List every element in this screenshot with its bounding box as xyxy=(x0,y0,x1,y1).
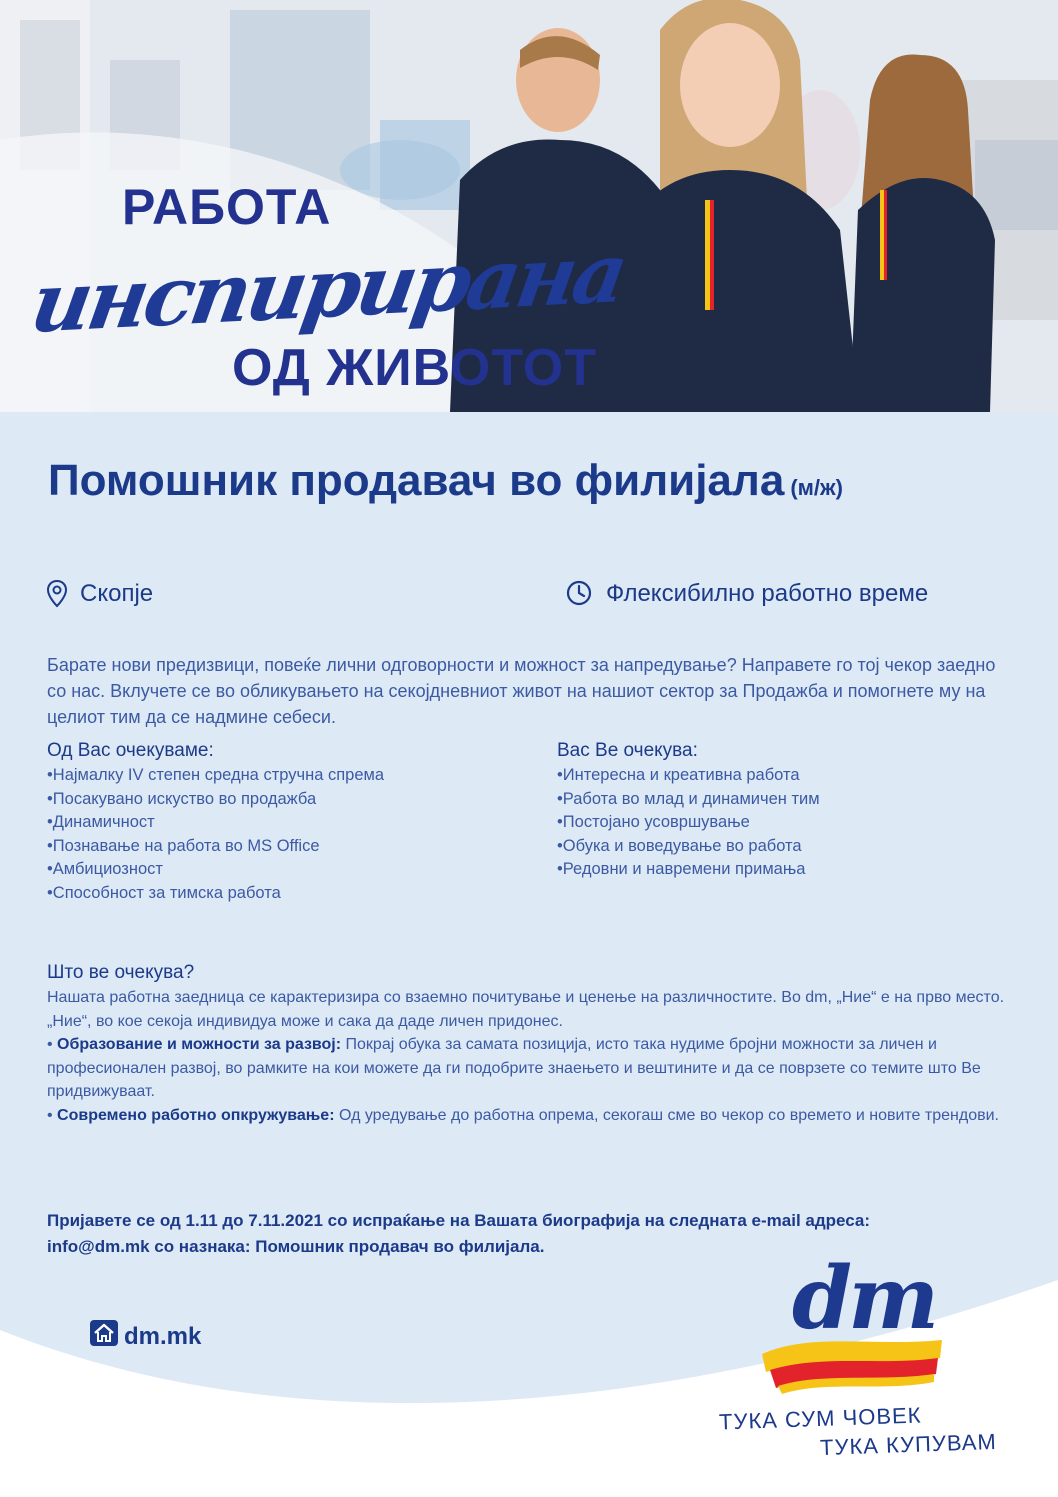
intro-paragraph: Барате нови предизвици, повеќе лични одговорности и можност за напредување? Направете го тој чекор заедно со нас. Вклучете се во обликувањето на секојдневниот живот на нашиот сектор за Продажба и помогнете му на целиот тим да се надмине себеси. xyxy=(47,655,996,727)
tagline-line2: ТУКА КУПУВАМ xyxy=(819,1428,998,1461)
education-text: Покрај обука за самата позиција, исто така нудиме бројни можности за личен и професионален развој, во рамките на кои можете да ги подобрите знаењето и вештините и да се поврзете со темите што Ве придвижуваат. xyxy=(47,1036,981,1100)
list-item: • Најмалку IV степен средна стручна спрема xyxy=(47,764,527,788)
apply-line2: info@dm.mk со назнака: Помошник продавач во филијала. xyxy=(47,1237,545,1256)
list-item: • Амбициозност xyxy=(47,858,527,882)
hours-label: Флексибилно работно време xyxy=(606,580,929,607)
environment-label: Современо работно опкружување: xyxy=(57,1106,335,1124)
benefits-list xyxy=(557,764,1037,882)
benefits-section xyxy=(557,740,1037,882)
apply-line1: Пријавете се од 1.11 до 7.11.2021 со испраќање на Вашата биографија на следната e-mail адреса: xyxy=(47,1211,871,1230)
list-item: • Интересна и креативна работа xyxy=(557,764,1037,788)
hero-headline-script: инспирирана xyxy=(24,225,631,352)
job-title-suffix: (м/ж) xyxy=(790,475,843,500)
hero-banner xyxy=(0,0,1058,412)
requirements-section xyxy=(47,740,527,905)
clock-icon xyxy=(566,580,592,608)
what-awaits-paragraph: Нашата работна заедница се карактеризира со взаемно почитување и ценење на различностите. Во dm, „Ние“ е на прво место. „Ние“, во кое секоја индивидуа може и сака да даде личен придонес. xyxy=(47,989,1005,1030)
home-icon xyxy=(90,1320,118,1353)
environment-text: Од уредување до работна опрема, секогаш сме во чекор со времето и новите трендови. xyxy=(334,1106,999,1124)
what-awaits-heading: Што ве очекува? xyxy=(47,962,195,983)
environment-paragraph: • Современо работно опкружување: Од уредување до работна опрема, секогаш сме во чекор со времето и новите трендови. xyxy=(47,1106,999,1124)
hero-headline-line3: ОД ЖИВОТОТ xyxy=(232,339,598,397)
requirements-list xyxy=(47,764,527,905)
tagline-line1: ТУКА СУМ ЧОВЕК xyxy=(718,1402,922,1435)
location xyxy=(46,580,153,608)
job-title xyxy=(48,456,843,506)
list-item: • Постојано усовршување xyxy=(557,811,1037,835)
hero-headline-line1: РАБОТА xyxy=(122,179,332,235)
list-item: • Познавање на работа во MS Office xyxy=(47,835,527,859)
map-pin-icon xyxy=(46,580,72,608)
list-item: • Редовни и навремени примања xyxy=(557,858,1037,882)
list-item: • Посакувано искуство во продажба xyxy=(47,788,527,812)
working-hours xyxy=(566,580,928,608)
list-item: • Способност за тимска работа xyxy=(47,882,527,906)
what-awaits-section xyxy=(47,962,1027,1127)
job-title-text: Помошник продавач во филијала xyxy=(48,456,785,505)
website-label[interactable]: dm.mk xyxy=(124,1322,202,1350)
list-item: • Обука и воведување во работа xyxy=(557,835,1037,859)
list-item: • Работа во млад и динамичен тим xyxy=(557,788,1037,812)
location-label: Скопје xyxy=(80,580,154,607)
education-paragraph: • Образование и можности за развој: Покрај обука за самата позиција, исто така нудиме бројни можности за личен и професионален развој, во рамките на кои можете да ги подобрите знаењето и вештините и да се поврзете со темите што Ве придвижуваат. xyxy=(47,1036,981,1100)
requirements-heading: Од Вас очекуваме: xyxy=(47,740,214,761)
education-label: Образование и можности за развој: xyxy=(57,1036,342,1053)
website-link[interactable] xyxy=(90,1320,201,1353)
dm-logo xyxy=(752,1248,952,1402)
benefits-heading: Вас Ве очекува: xyxy=(557,740,698,761)
list-item: • Динамичност xyxy=(47,811,527,835)
dm-logo-wordmark: dm xyxy=(792,1248,936,1349)
